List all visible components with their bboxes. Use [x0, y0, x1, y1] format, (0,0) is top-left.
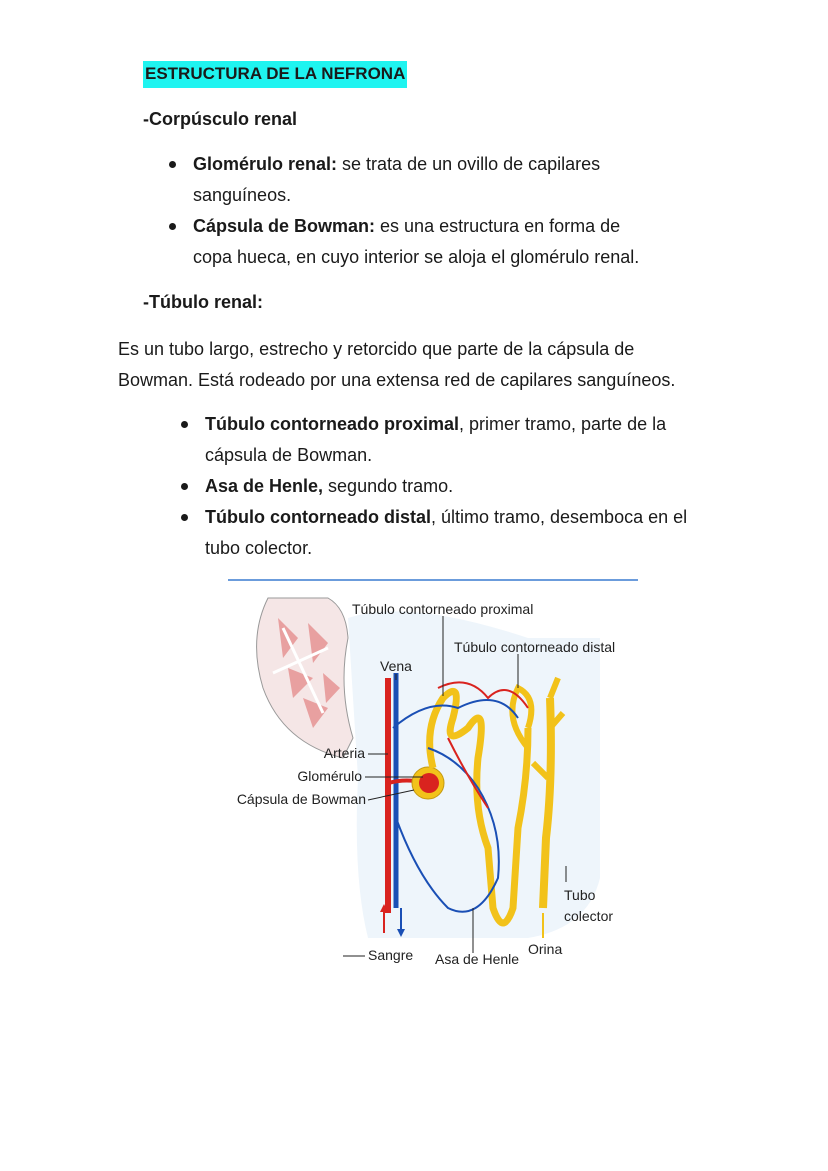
label-colector: colector [564, 908, 614, 924]
bullet-icon [169, 223, 176, 230]
paragraph-line: Bowman. Está rodeado por una extensa red de capilares sanguíneos. [118, 370, 676, 390]
list-item [205, 502, 765, 564]
list-item [193, 149, 753, 211]
label-asa-henle: Asa de Henle [435, 951, 520, 967]
label-tubulo-proximal: Túbulo contorneado proximal [352, 601, 534, 617]
list-item-text: , último tramo, desemboca en el [431, 507, 688, 527]
list-item-text-cont: copa hueca, en cuyo interior se aloja el glomérulo renal. [193, 247, 640, 267]
label-tubulo-distal: Túbulo contorneado distal [454, 639, 616, 655]
nephron-illustration [228, 578, 640, 976]
label-capsula-bowman: Cápsula de Bowman [236, 791, 366, 807]
bullet-icon [169, 161, 176, 168]
list-item-text-cont: sanguíneos. [193, 185, 292, 205]
list-item-text: segundo tramo. [323, 476, 454, 496]
list-item [193, 211, 753, 273]
tubulo-paragraph [118, 334, 758, 396]
page-title: ESTRUCTURA DE LA NEFRONA [143, 61, 407, 88]
bullet-icon [181, 421, 188, 428]
label-orina: Orina [528, 941, 563, 957]
list-item-term: Glomérulo renal: [193, 154, 338, 174]
list-item-term: Túbulo contorneado proximal [205, 414, 460, 434]
list-item [205, 471, 765, 502]
list-item-text-cont: cápsula de Bowman. [205, 445, 373, 465]
label-tubo: Tubo [564, 887, 596, 903]
tubulo-list [205, 409, 765, 564]
nephron-diagram [228, 578, 640, 976]
list-item-text: se trata de un ovillo de capilares [337, 154, 601, 174]
bullet-icon [181, 514, 188, 521]
list-item-text: es una estructura en forma de [375, 216, 621, 236]
glomerulus-shape [419, 773, 439, 793]
section-heading-tubulo: -Túbulo renal: [143, 292, 263, 312]
list-item-term: Asa de Henle, [205, 476, 324, 496]
list-item-text: , primer tramo, parte de la [459, 414, 667, 434]
corpusculo-list [193, 149, 753, 273]
list-item-term: Cápsula de Bowman: [193, 216, 376, 236]
label-vena: Vena [380, 658, 412, 674]
label-glomerulo: Glomérulo [297, 768, 362, 784]
section-heading-corpusculo: -Corpúsculo renal [143, 109, 298, 129]
list-item-text-cont: tubo colector. [205, 538, 313, 558]
list-item [205, 409, 765, 471]
paragraph-line: Es un tubo largo, estrecho y retorcido que parte de la cápsula de [118, 339, 635, 359]
kidney-section [257, 598, 353, 758]
label-sangre: Sangre [368, 947, 414, 963]
list-item-term: Túbulo contorneado distal [205, 507, 431, 527]
label-arteria: Arteria [323, 745, 365, 761]
bullet-icon [181, 483, 188, 490]
